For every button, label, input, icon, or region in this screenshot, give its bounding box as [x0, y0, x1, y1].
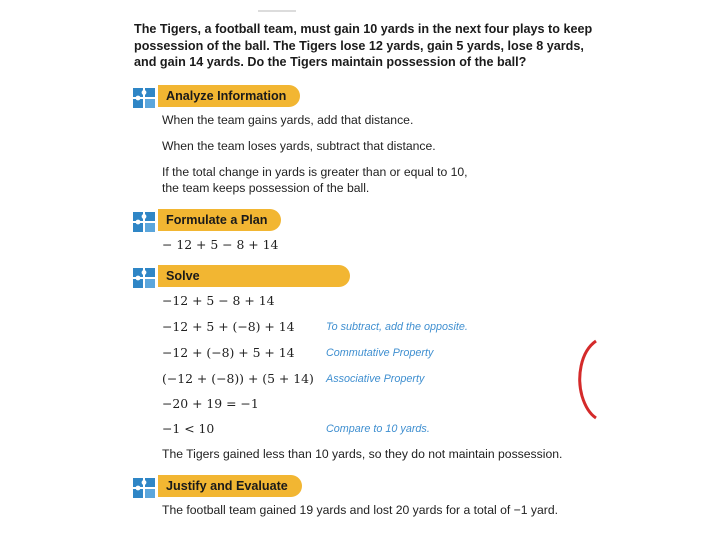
justify-heading: Justify and Evaluate: [158, 475, 302, 497]
analyze-heading: Analyze Information: [158, 85, 300, 107]
justify-text: The football team gained 19 yards and lost 20 yards for a total of −1 yard.: [162, 503, 558, 517]
puzzle-piece-icon: [132, 211, 156, 233]
solve-note-6: Compare to 10 yards.: [326, 423, 430, 435]
puzzle-piece-icon: [132, 87, 156, 109]
solve-step-3: −12 + (−8) + 5 + 14: [162, 345, 295, 360]
solve-step-4: (−12 + (−8)) + (5 + 14): [162, 371, 314, 386]
solve-note-3: Commutative Property: [326, 347, 434, 359]
puzzle-piece-icon: [132, 477, 156, 499]
solve-step-2: −12 + 5 + (−8) + 14: [162, 319, 295, 334]
plan-expression: − 12 + 5 − 8 + 14: [162, 237, 279, 252]
solve-note-2: To subtract, add the opposite.: [326, 321, 468, 333]
plan-heading: Formulate a Plan: [158, 209, 281, 231]
analyze-line-1: When the team gains yards, add that distance.: [162, 113, 414, 127]
analyze-line-2: When the team loses yards, subtract that distance.: [162, 139, 436, 153]
solve-heading: Solve: [158, 265, 350, 287]
solve-step-6: −1 < 10: [162, 421, 215, 436]
problem-statement: The Tigers, a football team, must gain 10 yards in the next four plays to keep possession of the ball. The Tigers lose 12 yards, gain 5 yards, lose 8 yards, and gain 14 yards. Do the Tigers maintain possession of the ball?: [134, 22, 593, 70]
solve-step-5: −20 + 19 = −1: [162, 396, 259, 411]
analyze-line-3a: If the total change in yards is greater than or equal to 10,: [162, 165, 468, 179]
top-rule: [258, 10, 296, 12]
puzzle-piece-icon: [132, 267, 156, 289]
solve-note-4: Associative Property: [326, 373, 425, 385]
analyze-line-3b: the team keeps possession of the ball.: [162, 181, 370, 195]
solve-step-1: −12 + 5 − 8 + 14: [162, 293, 275, 308]
red-arc-decoration: [574, 338, 598, 420]
solve-conclusion: The Tigers gained less than 10 yards, so they do not maintain possession.: [162, 447, 563, 461]
